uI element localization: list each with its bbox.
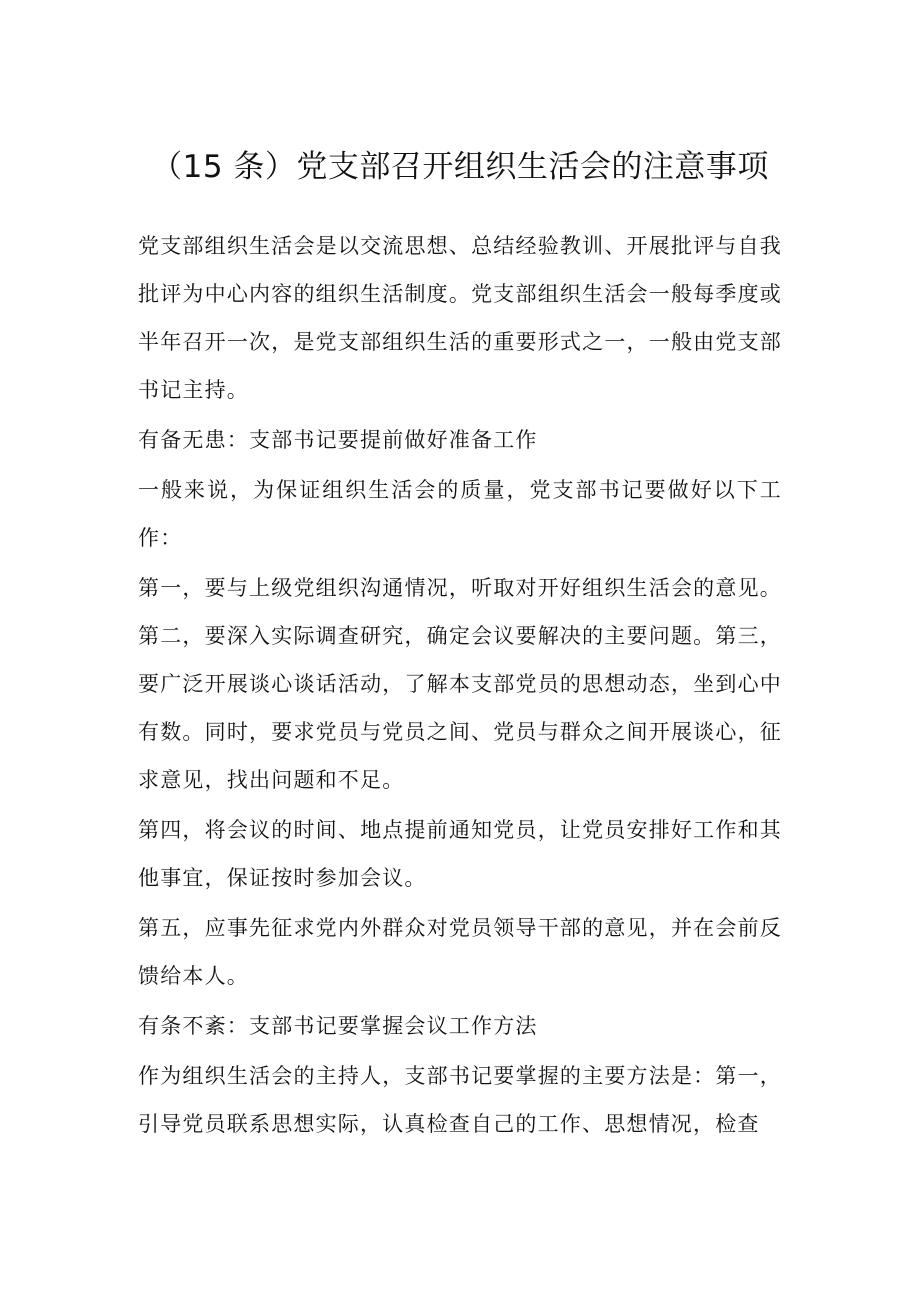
paragraph-methods: 作为组织生活会的主持人，支部书记要掌握的主要方法是：第一，引导党员联系思想实际，认真检查自己的工作、思想情况，检查 xyxy=(138,1064,782,1136)
document-title: （15 条）党支部召开组织生活会的注意事项 xyxy=(151,149,769,185)
section-heading-methods: 有条不紊：支部书记要掌握会议工作方法 xyxy=(138,1014,538,1038)
section-heading-preparation: 有备无患：支部书记要提前做好准备工作 xyxy=(138,428,538,452)
paragraph-intro: 党支部组织生活会是以交流思想、总结经验教训、开展批评与自我批评为中心内容的组织生活制度。党支部组织生活会一般每季度或半年召开一次，是党支部组织生活的重要形式之一，一般由党支部书记主持。 xyxy=(138,234,782,402)
paragraph-preparation-lead: 一般来说，为保证组织生活会的质量，党支部书记要做好以下工作： xyxy=(138,478,782,550)
paragraph-points-one-to-three: 第一，要与上级党组织沟通情况，听取对开好组织生活会的意见。第二，要深入实际调查研究，确定会议要解决的主要问题。第三，要广泛开展谈心谈话活动，了解本支部党员的思想动态，坐到心中有数。同时，要求党员与党员之间、党员与群众之间开展谈心，征求意见，找出问题和不足。 xyxy=(138,576,782,792)
paragraph-point-four: 第四，将会议的时间、地点提前通知党员，让党员安排好工作和其他事宜，保证按时参加会议。 xyxy=(138,818,782,890)
paragraph-point-five: 第五，应事先征求党内外群众对党员领导干部的意见，并在会前反馈给本人。 xyxy=(138,916,782,988)
